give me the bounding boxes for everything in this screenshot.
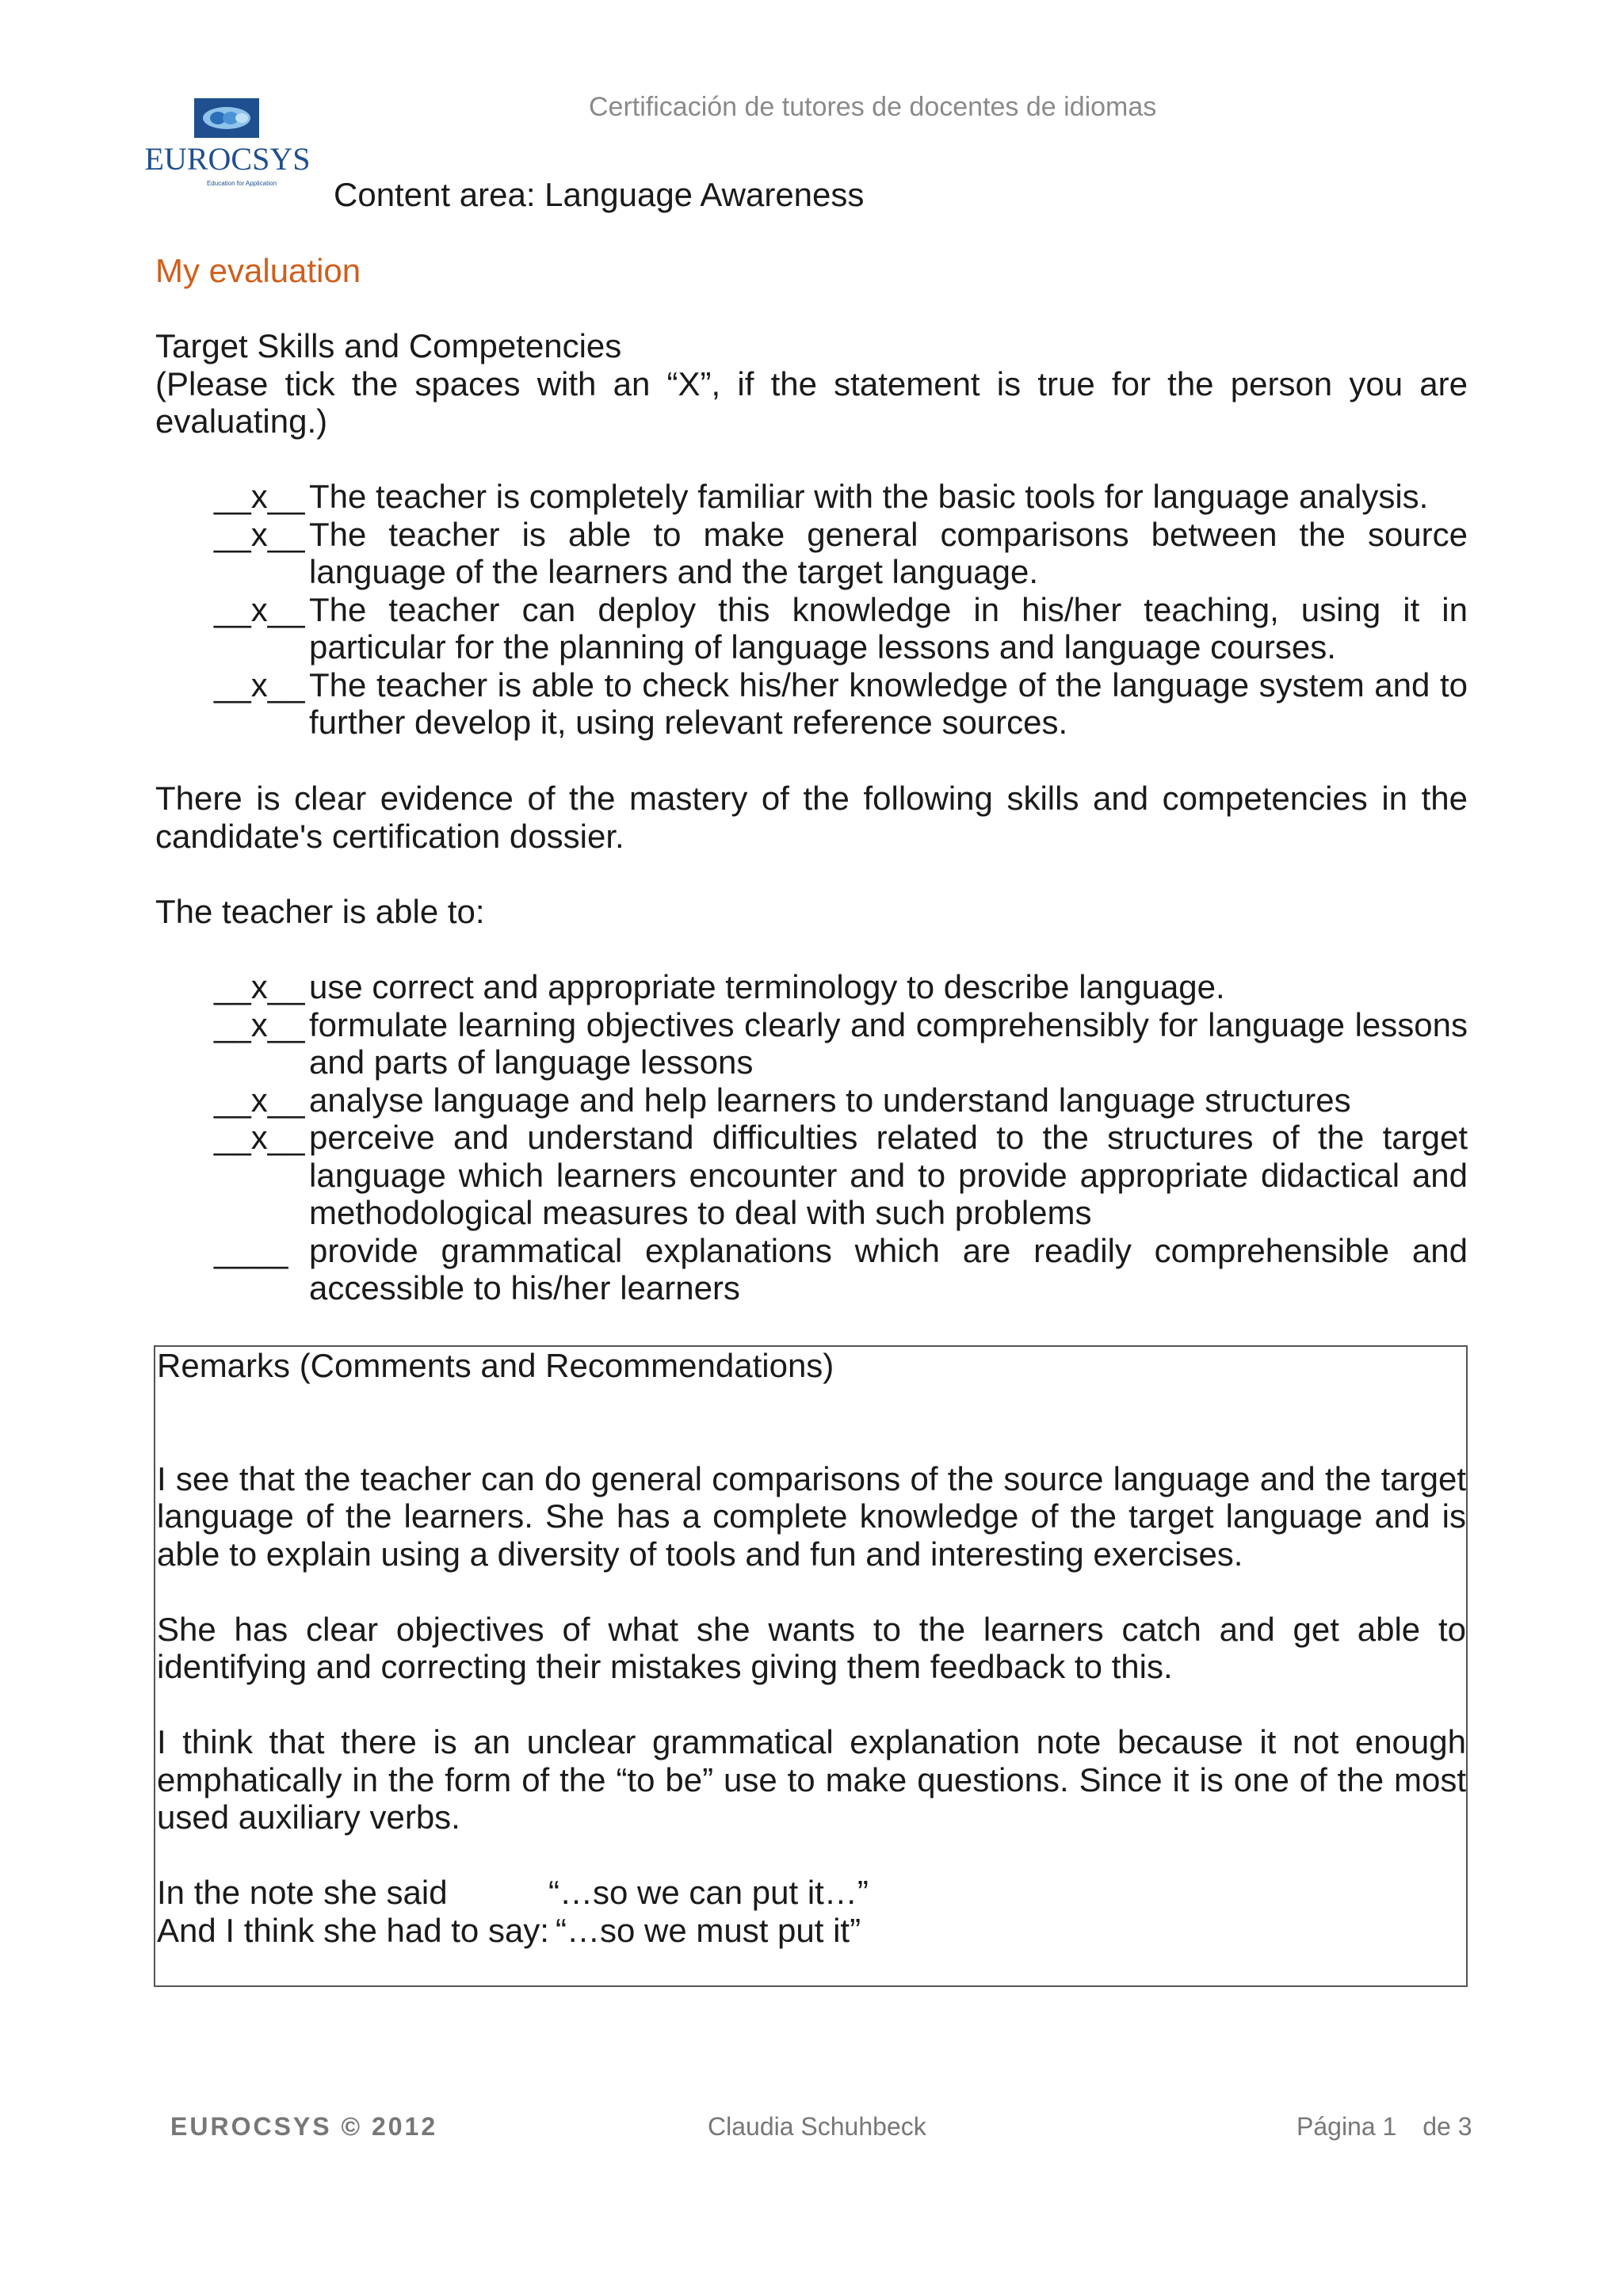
- item-text: analyse language and help learners to understand language structures: [309, 1081, 1351, 1119]
- eurocsys-logo-icon: [144, 98, 311, 189]
- list-item: [214, 516, 1468, 591]
- tick-mark[interactable]: __x__: [214, 1119, 305, 1156]
- remarks-content: [157, 1347, 1466, 1949]
- page-label: Página 1: [1296, 2112, 1397, 2141]
- item-text: The teacher is completely familiar with the basic tools for language analysis.: [309, 478, 1429, 515]
- footer-page-number: [1296, 2112, 1472, 2142]
- list-item: [214, 591, 1468, 666]
- target-intro: [155, 327, 1468, 441]
- header-title: Certificación de tutores de docentes de idiomas: [589, 92, 1157, 122]
- list-item: [214, 1119, 1468, 1232]
- footer-author: Claudia Schuhbeck: [708, 2112, 926, 2141]
- remarks-paragraph: I think that there is an unclear grammatical explanation note because it not enough emphatically in the form of the “to be” use to make questions. Since it is one of the most used auxiliary verbs.: [157, 1723, 1466, 1836]
- item-text: The teacher can deploy this knowledge in his/her teaching, using it in particular for the planning of language lessons and language courses.: [309, 590, 1468, 666]
- item-text: The teacher is able to check his/her knowledge of the language system and to further develop it, using relevant reference sources.: [309, 666, 1468, 741]
- target-title: Target Skills and Competencies: [155, 327, 622, 364]
- svg-text:Education for Application: Education for Application: [206, 180, 277, 187]
- list-item: [214, 478, 1468, 516]
- tick-mark[interactable]: __x__: [214, 590, 305, 628]
- note-quote: “…so we must put it”: [555, 1911, 861, 1949]
- remarks-box: [154, 1345, 1468, 1987]
- target-skills-list: [214, 478, 1468, 742]
- content-area-heading: Content area: Language Awareness: [334, 176, 865, 213]
- evidence-skills-list: [214, 968, 1468, 1307]
- evidence-text: There is clear evidence of the mastery of the following skills and competencies in the candidate's certification dossier.: [155, 780, 1468, 855]
- list-item: [214, 1232, 1468, 1307]
- remarks-paragraph: She has clear objectives of what she wants to the learners catch and get able to identifying and correcting their mistakes giving them feedback to this.: [157, 1610, 1466, 1685]
- able-to-heading: The teacher is able to:: [155, 893, 485, 930]
- remarks-paragraph: I see that the teacher can do general comparisons of the source language and the target language of the learners. She has a complete knowledge of the target language and is able to explain using a diversity of tools and fun and interesting exercises.: [157, 1459, 1466, 1573]
- item-text: perceive and understand difficulties related to the structures of the target language which learners encounter and to provide appropriate didactical and methodological measures to deal with such problems: [309, 1119, 1468, 1231]
- tick-mark[interactable]: __x__: [214, 1081, 305, 1119]
- note-row: [157, 1874, 1466, 1912]
- tick-mark[interactable]: __x__: [214, 478, 305, 515]
- eurocsys-logo: [144, 98, 311, 189]
- svg-text:EUROCSYS: EUROCSYS: [144, 141, 311, 177]
- target-instructions: (Please tick the spaces with an “X”, if the statement is true for the person you are evaluating.): [155, 364, 1468, 440]
- tick-mark[interactable]: ____: [214, 1231, 288, 1269]
- note-label: In the note she said: [157, 1874, 448, 1911]
- tick-mark[interactable]: __x__: [214, 968, 305, 1005]
- remarks-title: Remarks (Comments and Recommendations): [157, 1347, 834, 1384]
- note-label: And I think she had to say:: [157, 1911, 549, 1949]
- list-item: [214, 968, 1468, 1006]
- list-item: [214, 1006, 1468, 1081]
- item-text: use correct and appropriate terminology to describe language.: [309, 968, 1225, 1005]
- item-text: provide grammatical explanations which are readily comprehensible and accessible to his/her learners: [309, 1231, 1468, 1306]
- footer-copyright: EUROCSYS © 2012: [170, 2112, 438, 2141]
- page-total: de 3: [1423, 2112, 1472, 2141]
- item-text: The teacher is able to make general comparisons between the source language of the learners and the target language.: [309, 515, 1468, 590]
- tick-mark[interactable]: __x__: [214, 1005, 305, 1043]
- note-quote: “…so we can put it…”: [548, 1874, 869, 1911]
- list-item: [214, 1081, 1468, 1119]
- section-heading: My evaluation: [155, 252, 361, 289]
- tick-mark[interactable]: __x__: [214, 515, 305, 553]
- list-item: [214, 666, 1468, 742]
- item-text: formulate learning objectives clearly and comprehensibly for language lessons and parts of language lessons: [309, 1005, 1468, 1081]
- note-row: [157, 1912, 1466, 1950]
- tick-mark[interactable]: __x__: [214, 666, 305, 704]
